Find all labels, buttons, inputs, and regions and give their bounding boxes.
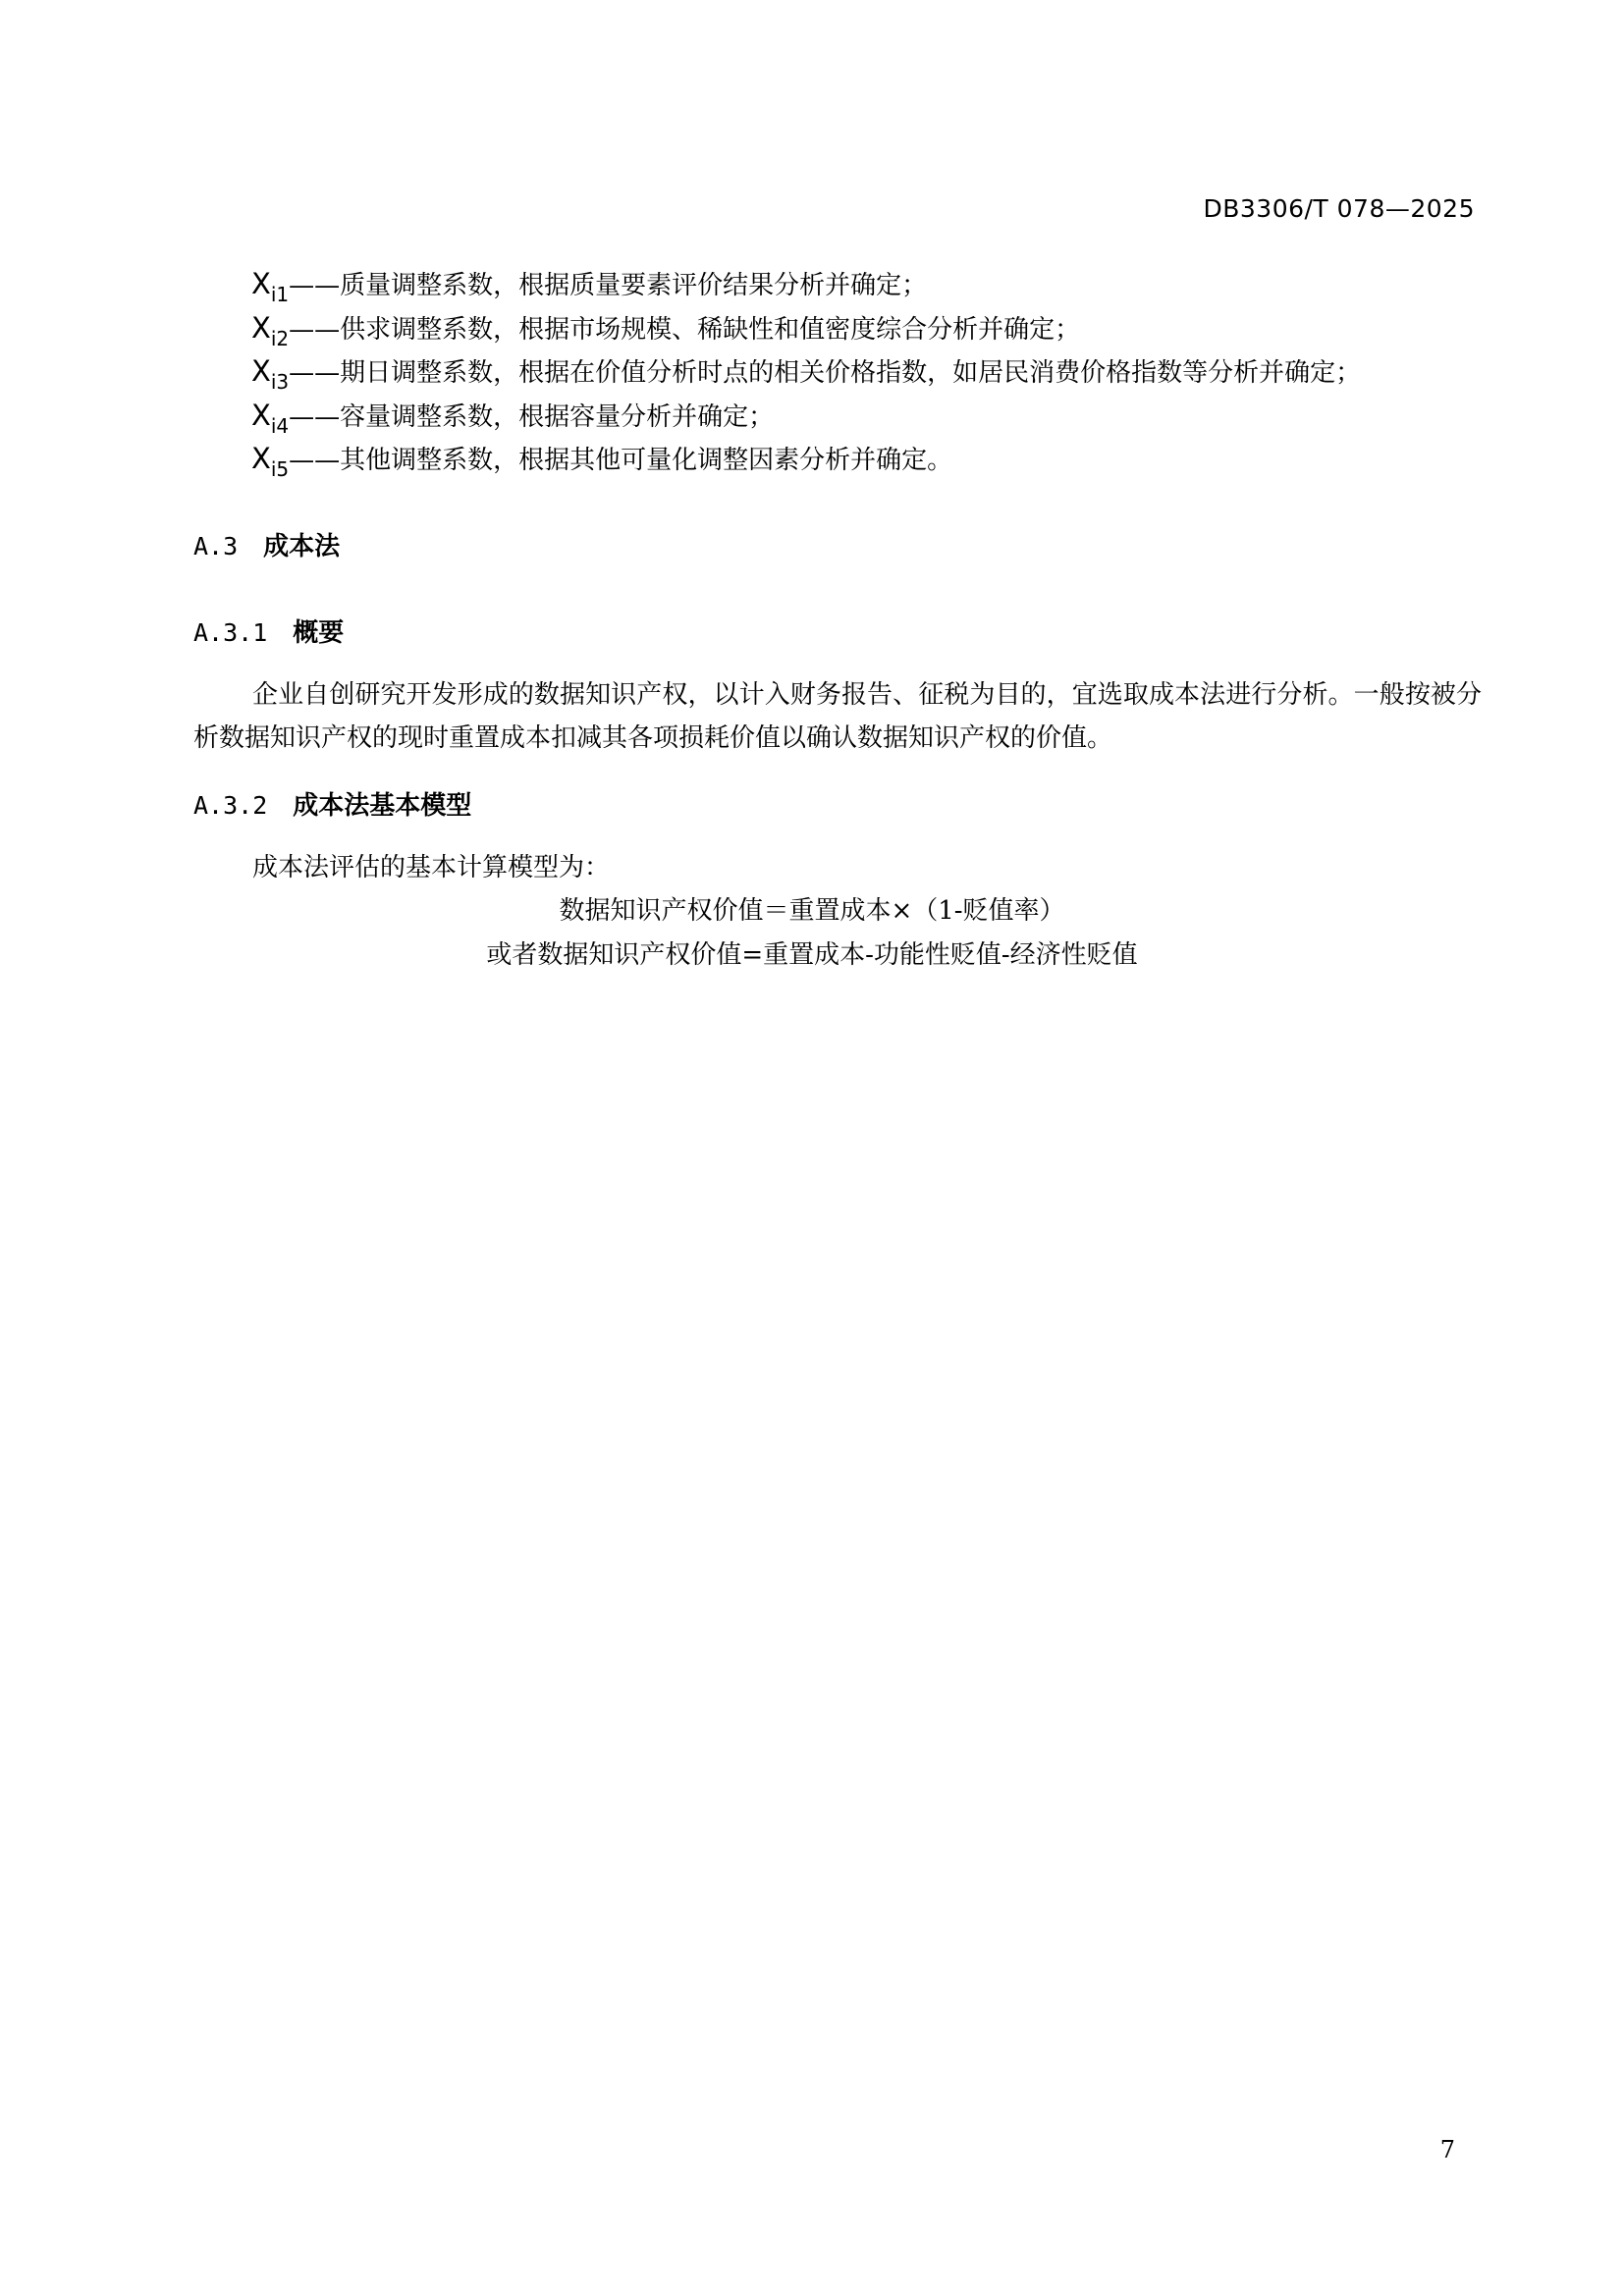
section-heading-a3 (193, 526, 340, 562)
variable-subscript: i4 (270, 413, 290, 438)
variable-definition-item (251, 265, 1489, 309)
variable-description: ——供求调整系数，根据市场规模、稀缺性和值密度综合分析并确定； (289, 314, 1081, 345)
variable-description: ——质量调整系数，根据质量要素评价结果分析并确定； (289, 271, 928, 300)
overview-paragraph: 企业自创研究开发形成的数据知识产权，以计入财务报告、征税为目的，宜选取成本法进行分析。一般按被分析数据知识产权的现时重置成本扣减其各项损耗价值以确认数据知识产权的价值。 (193, 680, 1482, 753)
variable-description: ——容量调整系数，根据容量分析并确定； (289, 401, 775, 432)
variable-definition-item (251, 397, 1489, 441)
formula-line-2: 或者数据知识产权价值=重置成本-功能性贬值-经济性贬值 (486, 940, 1138, 970)
variable-symbol: X (251, 354, 271, 388)
section-number: A.3.2 (193, 791, 268, 820)
variable-subscript: i3 (270, 370, 290, 394)
model-intro-paragraph: 成本法评估的基本计算模型为： (252, 853, 611, 882)
variable-subscript: i5 (270, 457, 290, 481)
variable-symbol: X (251, 267, 271, 300)
formula-line-1: 数据知识产权价值＝重置成本×（1-贬值率） (559, 896, 1065, 926)
variable-symbol: X (251, 442, 271, 475)
section-heading-a3-1 (193, 613, 344, 649)
section-number: A.3.1 (193, 618, 268, 647)
variable-subscript: i1 (270, 283, 290, 306)
variable-definition-item (251, 352, 1489, 397)
variable-definition-item (251, 440, 1489, 484)
variable-description: ——期日调整系数，根据在价值分析时点的相关价格指数，如居民消费价格指数等分析并确定； (289, 358, 1362, 388)
section-title: 成本法 (263, 532, 341, 561)
variable-definition-item (251, 309, 1489, 353)
variable-subscript: i2 (270, 326, 290, 350)
document-code: DB3306/T 078—2025 (1203, 194, 1475, 223)
section-title: 成本法基本模型 (293, 791, 472, 821)
variable-symbol: X (251, 310, 271, 345)
page-number: 7 (1439, 2136, 1455, 2163)
variable-description: ——其他调整系数，根据其他可量化调整因素分析并确定。 (289, 446, 953, 475)
section-title: 概要 (293, 618, 345, 648)
section-number: A.3 (193, 532, 239, 561)
variable-definition-list (251, 265, 1489, 484)
variable-symbol: X (251, 398, 271, 432)
section-heading-a3-2 (193, 785, 471, 822)
